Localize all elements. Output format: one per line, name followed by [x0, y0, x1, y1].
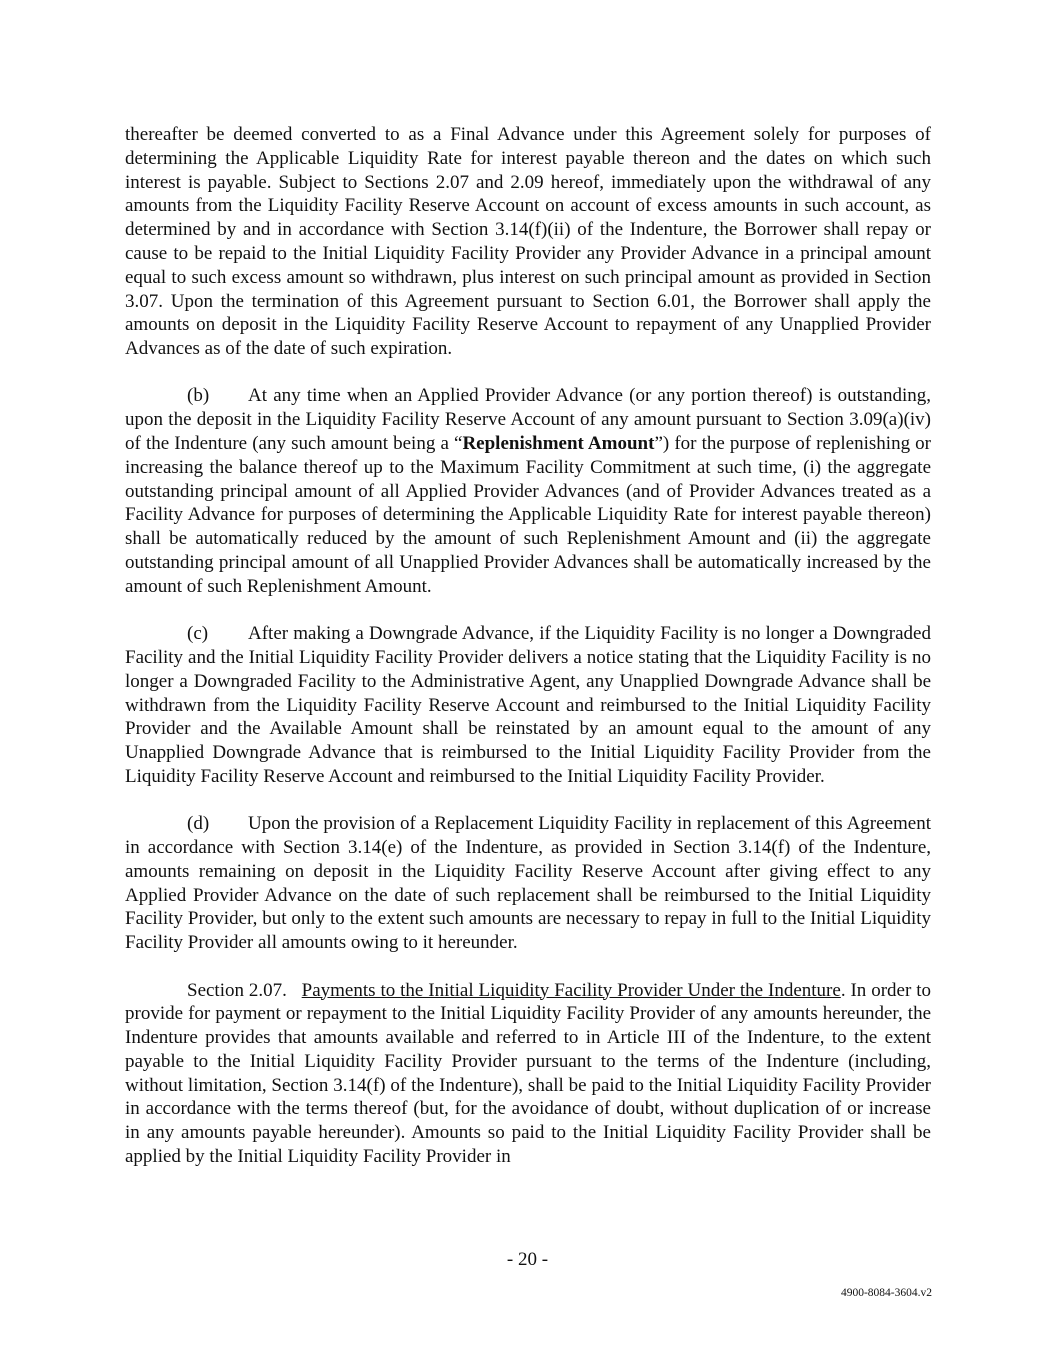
- paragraph-b: [125, 384, 931, 598]
- document-body: [125, 123, 931, 1192]
- section-2-07-heading: Payments to the Initial Liquidity Facility Provider Under the Indenture: [301, 979, 841, 1001]
- paragraph-b-text-1: At any time when an Applied Provider Advance (or any portion thereof) is outstanding, upon the deposit in the Liquidity Facility Reserve Account of any amount pursuant to Section 3.09(a)(iv) of the Indenture (any such amount being a “: [125, 385, 931, 455]
- paragraph-c-label: (c): [187, 623, 209, 645]
- paragraph-d: [125, 812, 931, 955]
- paragraph-b-text-2: ”) for the purpose of replenishing or increasing the balance thereof up to the Maximum Facility Commitment at such time, (i) the aggregate outstanding principal amount of all Applied Provider Advances (and of Provider Advances treated as a Facility Advance for purposes of determining the Applicable Liquidity Rate for interest payable thereon) shall be automatically reduced by the amount of such Replenishment Amount and (ii) the aggregate outstanding principal amount of all Unapplied Provider Advances shall be automatically increased by the amount of such Replenishment Amount.: [125, 433, 932, 597]
- paragraph-c-text: After making a Downgrade Advance, if the Liquidity Facility is no longer a Downgraded Facility and the Initial Liquidity Facility Provider delivers a notice stating that the Liquidity Facility is no longer a Downgraded Facility to the Administrative Agent, any Unapplied Downgrade Advance shall be withdrawn from the Liquidity Facility Reserve Account and reimbursed to the Initial Liquidity Facility Provider and the Available Amount shall be reinstated by an amount equal to the amount of any Unapplied Downgrade Advance that is reimbursed to the Initial Liquidity Facility Provider from the Liquidity Facility Reserve Account and reimbursed to the Initial Liquidity Facility Provider.: [125, 623, 931, 787]
- defined-term-replenishment-amount: Replenishment Amount: [462, 433, 655, 455]
- paragraph-c: [125, 622, 931, 789]
- paragraph-a-text: thereafter be deemed converted to as a Final Advance under this Agreement solely for purposes of determining the Applicable Liquidity Rate for interest payable thereon and the dates on which such interest is payable. Subject to Sections 2.07 and 2.09 hereof, immediately upon the withdrawal of any amounts from the Liquidity Facility Reserve Account on account of excess amounts in such account, as determined by and in accordance with Section 3.14(f)(ii) of the Indenture, the Borrower shall repay or cause to be repaid to the Initial Liquidity Facility Provider any Provider Advance in a principal amount equal to such excess amount so withdrawn, plus interest on such principal amount as provided in Section 3.07. Upon the termination of this Agreement pursuant to Section 6.01, the Borrower shall apply the amounts on deposit in the Liquidity Facility Reserve Account to repayment of any Unapplied Provider Advances as of the date of such expiration.: [125, 124, 931, 360]
- document-id: 4900-8084-3604.v2: [840, 1287, 932, 1299]
- page-number: - 20 -: [506, 1249, 549, 1270]
- paragraph-d-text: Upon the provision of a Replacement Liquidity Facility in replacement of this Agreement in accordance with Section 3.14(e) of the Indenture, as provided in Section 3.14(f) of the Indenture, amounts remaining on deposit in the Liquidity Facility Reserve Account after giving effect to any Applied Provider Advance on the date of such replacement shall be reimbursed to the Initial Liquidity Facility Provider, but only to the extent such amounts are necessary to repay in full to the Initial Liquidity Facility Provider all amounts owing to it hereunder.: [125, 813, 931, 954]
- section-2-07-text: . In order to provide for payment or repayment to the Initial Liquidity Facility Provider of any amounts hereunder, the Indenture provides that amounts available and referred to in Article III of the Indenture, to the extent payable to the Initial Liquidity Facility Provider pursuant to the terms of the Indenture (including, without limitation, Section 3.14(f) of the Indenture), shall be paid to the Initial Liquidity Facility Provider in accordance with the terms thereof (but, for the avoidance of doubt, without duplication of or increase in any amounts payable hereunder). Amounts so paid to the Initial Liquidity Facility Provider shall be applied by the Initial Liquidity Facility Provider in: [125, 979, 931, 1168]
- paragraph-d-label: (d): [187, 813, 210, 835]
- section-2-07-number: Section 2.07.: [187, 979, 287, 1001]
- paragraph-b-label: (b): [187, 385, 210, 407]
- paragraph-a-continuation: [125, 123, 931, 361]
- section-2-07: [125, 979, 931, 1169]
